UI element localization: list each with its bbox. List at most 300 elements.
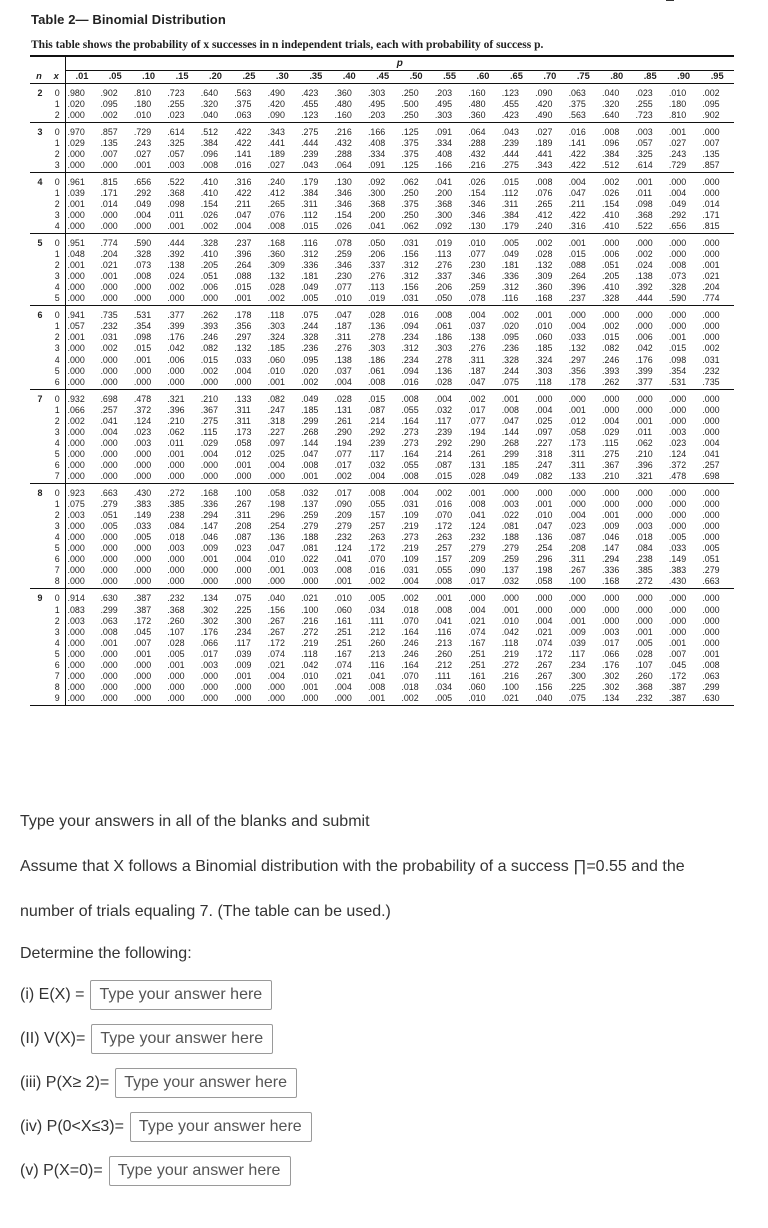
probability-cell: .185: [535, 343, 553, 354]
probability-cell: .003: [501, 499, 519, 510]
probability-cell: .311: [234, 510, 251, 521]
probability-cell: .028: [334, 393, 352, 404]
probability-cell: .000: [100, 543, 118, 554]
probability-cell: .236: [301, 343, 319, 354]
n-cell: 6: [37, 310, 43, 321]
probability-cell: .004: [232, 221, 265, 234]
probability-cell: .001: [568, 615, 586, 626]
probability-cell: .058: [234, 437, 252, 448]
probability-cell: .297: [234, 332, 252, 343]
probability-cell: .010: [466, 693, 499, 706]
probability-cell: .134: [600, 693, 633, 706]
problem-text-line-2: number of trials equaling 7. (The table can be used.): [20, 903, 391, 920]
probability-cell: .001: [100, 271, 118, 282]
n-cell: [30, 405, 48, 416]
probability-cell: .009: [234, 659, 252, 670]
p-column-header: .01: [65, 70, 98, 83]
probability-cell: .008: [301, 459, 319, 470]
x-cell: 0: [48, 484, 65, 500]
probability-cell: .000: [200, 670, 219, 681]
probability-cell: .000: [132, 377, 165, 390]
x-cell: 6: [48, 460, 65, 471]
probability-cell: .267: [568, 565, 586, 576]
probability-cell: .188: [301, 532, 319, 543]
probability-cell: .002: [98, 110, 131, 123]
probability-cell: .000: [266, 471, 299, 484]
probability-cell: .081: [501, 521, 519, 532]
probability-cell: .011: [635, 187, 653, 198]
probability-cell: .008: [401, 393, 419, 404]
probability-cell: .008: [367, 488, 386, 499]
probability-cell: .000: [98, 693, 131, 706]
probability-cell: .076: [267, 209, 285, 220]
probability-cell: .000: [100, 365, 118, 376]
n-cell: [30, 682, 48, 693]
answer-input-v-x[interactable]: [91, 1024, 273, 1054]
probability-cell: .000: [602, 499, 620, 510]
probability-cell: .005: [433, 693, 466, 706]
probability-cell: .172: [535, 648, 553, 659]
probability-cell: .000: [668, 249, 687, 260]
probability-cell: .000: [702, 510, 720, 521]
probability-cell: .246: [602, 354, 620, 365]
table-row: [30, 122, 734, 138]
table-row: [30, 416, 734, 427]
probability-cell: .422: [568, 209, 586, 220]
probability-cell: .729: [667, 160, 700, 173]
probability-cell: .066: [67, 404, 85, 415]
answer-input-p-0-lt-x-le-3[interactable]: [130, 1112, 312, 1142]
probability-cell: .116: [367, 659, 385, 670]
p-column-header: .90: [667, 70, 700, 83]
probability-cell: .006: [167, 354, 185, 365]
probability-cell: .026: [468, 176, 486, 187]
probability-cell: .138: [167, 260, 185, 271]
probability-cell: .004: [702, 437, 720, 448]
table-row: [30, 366, 734, 377]
probability-cell: .149: [133, 510, 152, 521]
probability-cell: .000: [702, 404, 720, 415]
probability-cell: .015: [602, 332, 620, 343]
probability-cell: .180: [668, 98, 687, 109]
probability-cell: .311: [301, 198, 318, 209]
probability-cell: .098: [635, 198, 653, 209]
answer-input-p-x-eq-0[interactable]: [109, 1156, 291, 1186]
probability-cell: .311: [501, 198, 519, 209]
probability-cell: .017: [468, 404, 486, 415]
probability-cell: .095: [702, 98, 720, 109]
probability-cell: .005: [635, 637, 653, 648]
probability-cell: .016: [568, 126, 586, 137]
probability-cell: .061: [434, 321, 453, 332]
probability-cell: .275: [200, 415, 219, 426]
probability-cell: .008: [366, 377, 399, 390]
probability-cell: .001: [635, 415, 653, 426]
probability-cell: .300: [568, 670, 586, 681]
probability-cell: .311: [334, 332, 352, 343]
x-cell: 2: [48, 149, 65, 160]
x-cell: 2: [48, 616, 65, 627]
probability-cell: .025: [267, 448, 285, 459]
probability-cell: .000: [133, 670, 152, 681]
probability-cell: .000: [199, 471, 232, 484]
probability-cell: .027: [266, 160, 299, 173]
answer-input-e-x[interactable]: [90, 980, 272, 1010]
probability-cell: .247: [535, 459, 553, 470]
probability-cell: .008: [501, 404, 519, 415]
probability-cell: .000: [100, 565, 118, 576]
probability-cell: .042: [301, 659, 319, 670]
probability-cell: .311: [568, 554, 586, 565]
probability-cell: .002: [266, 293, 299, 306]
n-cell: [30, 416, 48, 427]
probability-cell: .008: [668, 260, 687, 271]
probability-cell: .004: [468, 310, 486, 321]
probability-cell: .001: [535, 499, 553, 510]
probability-cell: .107: [635, 659, 653, 670]
probability-cell: .663: [100, 488, 118, 499]
probability-cell: .015: [568, 249, 586, 260]
probability-cell: .010: [668, 87, 687, 98]
probability-cell: .020: [301, 365, 319, 376]
probability-cell: .941: [67, 310, 85, 321]
probability-cell: .000: [98, 293, 131, 306]
probability-cell: .368: [167, 187, 185, 198]
probability-cell: .051: [100, 510, 118, 521]
p-column-header: .95: [700, 70, 734, 83]
probability-cell: .430: [133, 488, 152, 499]
probability-cell: .003: [165, 160, 198, 173]
probability-cell: .185: [267, 343, 285, 354]
x-cell: 0: [48, 306, 65, 322]
table-row: [30, 260, 734, 271]
probability-cell: .116: [500, 293, 533, 306]
probability-cell: .000: [602, 593, 620, 604]
probability-cell: .302: [602, 670, 620, 681]
probability-cell: .041: [334, 554, 352, 565]
probability-cell: .230: [468, 260, 486, 271]
probability-cell: .000: [702, 393, 720, 404]
probability-cell: .292: [668, 209, 687, 220]
probability-cell: .017: [466, 576, 499, 589]
probability-cell: .034: [367, 604, 386, 615]
probability-cell: .216: [466, 160, 499, 173]
probability-cell: .216: [301, 615, 319, 626]
probability-cell: .000: [133, 659, 152, 670]
probability-cell: .001: [668, 332, 687, 343]
probability-cell: .116: [434, 626, 452, 637]
probability-cell: .198: [267, 499, 285, 510]
probability-cell: .000: [98, 221, 131, 234]
x-cell: 5: [48, 543, 65, 554]
probability-cell: .012: [568, 415, 586, 426]
probability-cell: .000: [568, 499, 586, 510]
probability-cell: .328: [200, 238, 219, 249]
probability-cell: .396: [568, 282, 586, 293]
probability-cell: .010: [333, 293, 366, 306]
probability-cell: .021: [267, 659, 285, 670]
x-cell: 3: [48, 427, 65, 438]
probability-cell: .914: [67, 593, 85, 604]
x-cell: 0: [48, 389, 65, 405]
probability-cell: .336: [501, 271, 519, 282]
probability-cell: .002: [635, 249, 653, 260]
probability-cell: .423: [301, 87, 319, 98]
probability-cell: .000: [67, 209, 85, 220]
probability-cell: .250: [401, 209, 419, 220]
probability-cell: .009: [200, 543, 219, 554]
n-cell: [30, 355, 48, 366]
probability-cell: .227: [267, 426, 285, 437]
probability-cell: .422: [567, 160, 600, 173]
probability-cell: .000: [468, 593, 486, 604]
probability-cell: .002: [399, 693, 432, 706]
probability-cell: .001: [535, 310, 553, 321]
n-cell: [30, 460, 48, 471]
probability-cell: .729: [133, 126, 152, 137]
probability-cell: .028: [433, 377, 466, 390]
probability-cell: .098: [133, 332, 152, 343]
probability-cell: .179: [301, 176, 319, 187]
probability-cell: .276: [334, 343, 352, 354]
probability-cell: .961: [67, 176, 85, 187]
probability-cell: .000: [132, 471, 165, 484]
probability-cell: .205: [602, 271, 620, 282]
probability-cell: .240: [533, 221, 566, 234]
probability-cell: .408: [434, 148, 453, 159]
probability-cell: .000: [67, 437, 85, 448]
probability-cell: .168: [267, 238, 285, 249]
probability-cell: .032: [434, 404, 453, 415]
probability-cell: .200: [367, 209, 386, 220]
probability-cell: .062: [167, 426, 185, 437]
probability-cell: .117: [367, 448, 385, 459]
probability-cell: .267: [535, 670, 553, 681]
probability-cell: .000: [702, 532, 720, 543]
x-cell: 2: [48, 510, 65, 521]
probability-cell: .000: [100, 648, 118, 659]
probability-cell: .004: [366, 471, 399, 484]
probability-cell: .006: [635, 332, 653, 343]
probability-cell: .299: [100, 604, 118, 615]
probability-cell: .368: [367, 198, 386, 209]
probability-cell: .290: [334, 426, 352, 437]
probability-cell: .000: [635, 593, 653, 604]
probability-cell: .005: [100, 521, 118, 532]
probability-cell: .000: [67, 282, 85, 293]
probability-cell: .179: [500, 221, 533, 234]
probability-cell: .377: [167, 310, 185, 321]
probability-cell: .004: [334, 681, 352, 692]
probability-cell: .004: [133, 209, 152, 220]
probability-cell: .239: [367, 437, 386, 448]
probability-cell: .008: [434, 604, 453, 615]
probability-cell: .288: [334, 148, 352, 159]
probability-cell: .154: [200, 198, 219, 209]
probability-cell: .420: [267, 98, 285, 109]
probability-cell: .324: [535, 354, 553, 365]
probability-cell: .410: [200, 187, 219, 198]
probability-cell: .303: [434, 343, 453, 354]
probability-cell: .176: [635, 354, 653, 365]
probability-cell: .299: [702, 681, 720, 692]
probability-cell: .032: [301, 488, 319, 499]
probability-cell: .096: [200, 148, 219, 159]
probability-cell: .000: [266, 693, 299, 706]
probability-cell: .178: [234, 310, 252, 321]
probability-cell: .815: [100, 176, 118, 187]
probability-cell: .156: [401, 282, 419, 293]
question-p-0-lt-x-le-3: [20, 1112, 312, 1142]
probability-cell: .057: [167, 148, 185, 159]
probability-cell: .055: [434, 565, 453, 576]
probability-cell: .000: [702, 637, 720, 648]
probability-cell: .001: [133, 354, 152, 365]
probability-cell: .186: [434, 332, 453, 343]
probability-cell: .088: [568, 260, 586, 271]
probability-cell: .011: [167, 437, 184, 448]
probability-cell: .250: [401, 87, 419, 98]
probability-cell: .021: [334, 670, 352, 681]
probability-cell: .000: [635, 238, 653, 249]
probability-cell: .002: [702, 343, 720, 354]
n-cell: [30, 249, 48, 260]
probability-cell: .257: [434, 543, 453, 554]
probability-cell: .189: [535, 137, 553, 148]
probability-cell: .000: [702, 321, 720, 332]
probability-cell: .000: [635, 321, 653, 332]
probability-cell: .279: [301, 521, 319, 532]
probability-cell: .015: [501, 176, 519, 187]
answer-input-p-x-ge-2[interactable]: [115, 1068, 297, 1098]
n-cell: [30, 427, 48, 438]
probability-cell: .016: [401, 310, 419, 321]
probability-cell: .000: [668, 593, 687, 604]
probability-cell: .640: [200, 87, 219, 98]
probability-cell: .260: [367, 637, 386, 648]
probability-cell: .288: [468, 137, 486, 148]
probability-cell: .002: [434, 488, 453, 499]
probability-cell: .000: [67, 448, 85, 459]
probability-cell: .002: [468, 393, 486, 404]
p-column-header: .50: [399, 70, 432, 83]
probability-cell: .383: [133, 499, 152, 510]
probability-cell: .010: [301, 670, 319, 681]
p-column-header: .75: [567, 70, 600, 83]
probability-cell: .735: [100, 310, 118, 321]
probability-cell: .005: [702, 543, 720, 554]
column-header-row: [30, 70, 734, 83]
probability-cell: .203: [366, 110, 399, 123]
probability-cell: .156: [535, 681, 553, 692]
probability-cell: .055: [401, 404, 419, 415]
probability-cell: .047: [501, 415, 519, 426]
table-row: [30, 293, 734, 306]
probability-cell: .255: [167, 98, 185, 109]
probability-cell: .020: [67, 98, 85, 109]
probability-cell: .250: [399, 110, 432, 123]
probability-cell: .003: [67, 615, 85, 626]
probability-cell: .156: [401, 249, 419, 260]
probability-cell: .000: [132, 293, 165, 306]
probability-cell: .055: [367, 499, 386, 510]
table-row: [30, 521, 734, 532]
probability-cell: .000: [702, 593, 720, 604]
probability-cell: .238: [167, 510, 185, 521]
probability-cell: .001: [299, 471, 332, 484]
n-cell: [30, 576, 48, 589]
probability-cell: .098: [167, 198, 185, 209]
probability-cell: .173: [234, 426, 252, 437]
probability-cell: .000: [67, 648, 85, 659]
probability-cell: .219: [501, 648, 519, 659]
probability-cell: .000: [65, 221, 98, 234]
x-cell: 5: [48, 366, 65, 377]
probability-cell: .015: [668, 343, 687, 354]
probability-cell: .125: [401, 126, 419, 137]
probability-cell: .144: [301, 437, 319, 448]
x-cell: 3: [48, 627, 65, 638]
probability-cell: .000: [132, 221, 165, 234]
probability-cell: .360: [334, 87, 352, 98]
probability-cell: .200: [434, 187, 453, 198]
probability-cell: .078: [334, 238, 352, 249]
probability-cell: .074: [535, 637, 553, 648]
probability-cell: .000: [167, 459, 185, 470]
x-cell: 6: [48, 554, 65, 565]
probability-cell: .005: [133, 532, 152, 543]
probability-cell: .157: [367, 510, 386, 521]
probability-cell: .008: [100, 626, 118, 637]
n-cell: [30, 377, 48, 390]
x-cell: 0: [48, 589, 65, 605]
probability-cell: .512: [600, 160, 633, 173]
probability-cell: .420: [535, 98, 553, 109]
probability-cell: .262: [200, 310, 219, 321]
probability-cell: .000: [67, 148, 85, 159]
probability-cell: .004: [535, 615, 553, 626]
probability-cell: .073: [133, 260, 152, 271]
probability-cell: .422: [568, 148, 586, 159]
probability-cell: .000: [702, 310, 720, 321]
probability-cell: .011: [167, 209, 184, 220]
probability-cell: .244: [501, 365, 519, 376]
x-cell: 8: [48, 682, 65, 693]
probability-cell: .000: [100, 209, 118, 220]
probability-cell: .410: [602, 209, 620, 220]
table-row: [30, 321, 734, 332]
n-cell: [30, 627, 48, 638]
probability-cell: .276: [434, 260, 453, 271]
probability-cell: .017: [200, 648, 219, 659]
x-cell: 0: [48, 234, 65, 250]
probability-cell: .495: [434, 98, 453, 109]
probability-cell: .000: [133, 282, 152, 293]
probability-cell: .007: [100, 148, 118, 159]
probability-cell: .002: [167, 282, 185, 293]
probability-cell: .047: [334, 310, 352, 321]
probability-cell: .309: [535, 271, 553, 282]
probability-cell: .232: [702, 365, 720, 376]
probability-cell: .614: [167, 126, 185, 137]
probability-cell: .432: [334, 137, 352, 148]
n-cell: [30, 532, 48, 543]
probability-cell: .001: [702, 648, 720, 659]
probability-cell: .255: [635, 98, 653, 109]
probability-cell: .000: [234, 565, 252, 576]
probability-cell: .005: [367, 593, 386, 604]
probability-cell: .010: [267, 365, 285, 376]
